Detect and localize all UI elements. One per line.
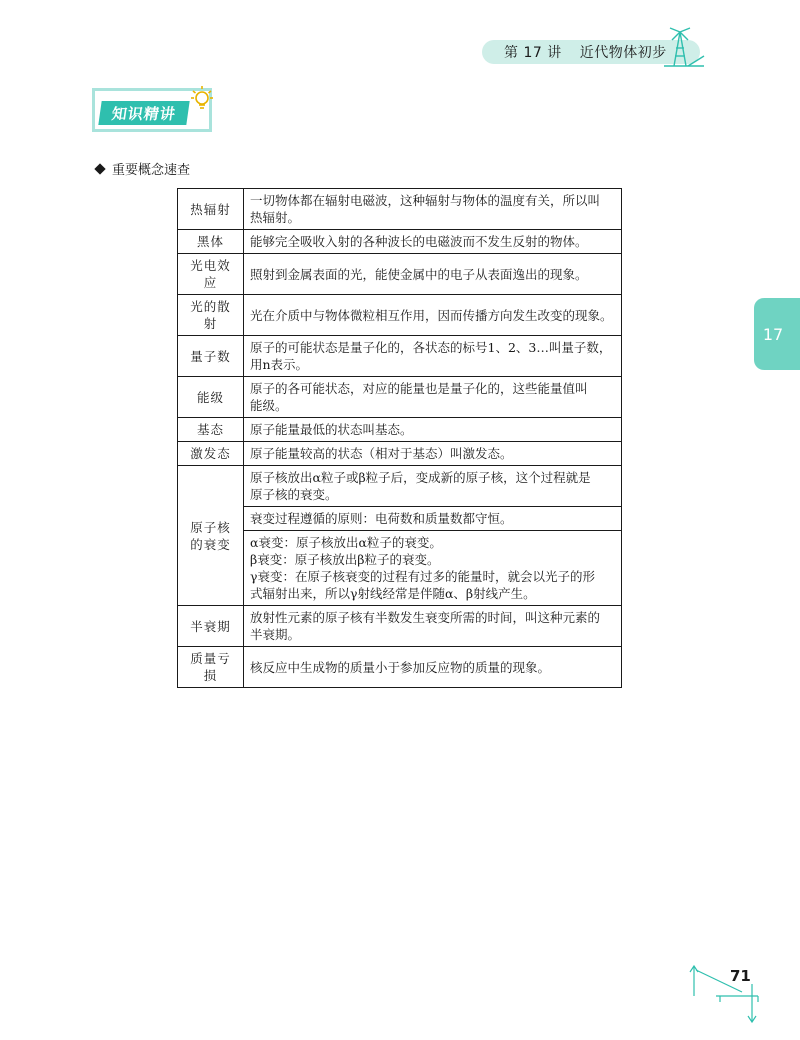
definition-line: 衰变过程遵循的原则：电荷数和质量数都守恒。	[250, 511, 513, 526]
concept-table	[177, 188, 622, 688]
page-number: 71	[730, 967, 751, 985]
table-row	[178, 295, 622, 336]
definition-cell	[244, 418, 622, 442]
table-row	[178, 647, 622, 688]
subheading	[96, 159, 190, 178]
term-cell: 量子数	[178, 336, 244, 377]
chapter-side-tab	[754, 298, 800, 370]
definition-line: 能级。	[250, 398, 288, 413]
term-cell: 半衰期	[178, 606, 244, 647]
definition-line: 原子核放出α粒子或β粒子后，变成新的原子核，这个过程就是	[250, 470, 591, 485]
definition-line: 原子的可能状态是量子化的，各状态的标号1、2、3…叫量子数，	[250, 340, 612, 355]
definition-line: 光在介质中与物体微粒相互作用，因而传播方向发生改变的现象。	[250, 307, 613, 323]
chapter-title: 近代物体初步	[579, 45, 667, 61]
definition-line: α衰变：原子核放出α粒子的衰变。	[250, 535, 442, 550]
term-cell: 光的散射	[178, 295, 244, 336]
definition-line: 原子核的衰变。	[250, 487, 338, 502]
definition-cell	[244, 295, 622, 336]
term-cell: 激发态	[178, 442, 244, 466]
term-cell: 能级	[178, 377, 244, 418]
definition-line: 热辐射。	[250, 210, 301, 225]
decay-term-line-2: 的衰变	[190, 536, 231, 552]
definition-cell	[244, 254, 622, 295]
decay-rows	[178, 466, 622, 606]
definition-cell	[244, 377, 622, 418]
chapter-number: 第 17 讲	[504, 45, 562, 61]
table-row	[178, 606, 622, 647]
definition-line: 能够完全吸收入射的各种波长的电磁波而不发生反射的物体。	[250, 234, 588, 249]
term-cell: 光电效应	[178, 254, 244, 295]
table-row	[178, 189, 622, 230]
footer-arrows-icon	[686, 962, 766, 1024]
definition-cell	[244, 466, 622, 507]
table-row	[178, 531, 622, 606]
definition-cell	[244, 442, 622, 466]
term-cell: 质量亏损	[178, 647, 244, 688]
definition-cell	[244, 647, 622, 688]
windmill-tower-icon	[660, 26, 708, 70]
definition-line: 放射性元素的原子核有半数发生衰变所需的时间，叫这种元素的	[250, 610, 601, 625]
table-row	[178, 442, 622, 466]
term-cell	[178, 466, 244, 606]
diamond-bullet-icon	[94, 163, 105, 174]
definition-cell	[244, 531, 622, 606]
definition-line: 半衰期。	[250, 627, 301, 642]
section-badge	[92, 84, 218, 134]
table-row	[178, 230, 622, 254]
definition-line: 式辐射出来，所以γ射线经常是伴随α、β射线产生。	[250, 586, 536, 601]
side-tab-label: 17	[762, 324, 784, 344]
definition-line: γ衰变：在原子核衰变的过程有过多的能量时，就会以光子的形	[250, 569, 595, 584]
term-cell: 基态	[178, 418, 244, 442]
subheading-text: 重要概念速查	[112, 163, 191, 178]
lightbulb-icon	[190, 84, 214, 114]
table-row	[178, 418, 622, 442]
definition-line: 一切物体都在辐射电磁波，这种辐射与物体的温度有关，所以叫	[250, 193, 601, 208]
definition-line: 照射到金属表面的光，能使金属中的电子从表面逸出的现象。	[250, 266, 588, 282]
table-row	[178, 336, 622, 377]
term-cell: 热辐射	[178, 189, 244, 230]
definition-cell	[244, 507, 622, 531]
definition-cell	[244, 189, 622, 230]
definition-cell	[244, 230, 622, 254]
definition-line: 用n表示。	[250, 357, 309, 372]
table-row	[178, 507, 622, 531]
definition-cell	[244, 606, 622, 647]
table-row	[178, 254, 622, 295]
definition-line: 原子的各可能状态，对应的能量也是量子化的，这些能量值叫	[250, 381, 588, 396]
definition-line: 原子能量最低的状态叫基态。	[250, 422, 413, 437]
decay-term-line-1: 原子核	[190, 519, 231, 535]
section-badge-label: 知识精讲	[98, 101, 189, 125]
definition-line: β衰变：原子核放出β粒子的衰变。	[250, 552, 440, 567]
table-row	[178, 377, 622, 418]
term-cell: 黑体	[178, 230, 244, 254]
definition-cell	[244, 336, 622, 377]
definition-line: 原子能量较高的状态（相对于基态）叫激发态。	[250, 446, 513, 461]
table-row	[178, 466, 622, 507]
definition-line: 核反应中生成物的质量小于参加反应物的质量的现象。	[250, 659, 551, 675]
